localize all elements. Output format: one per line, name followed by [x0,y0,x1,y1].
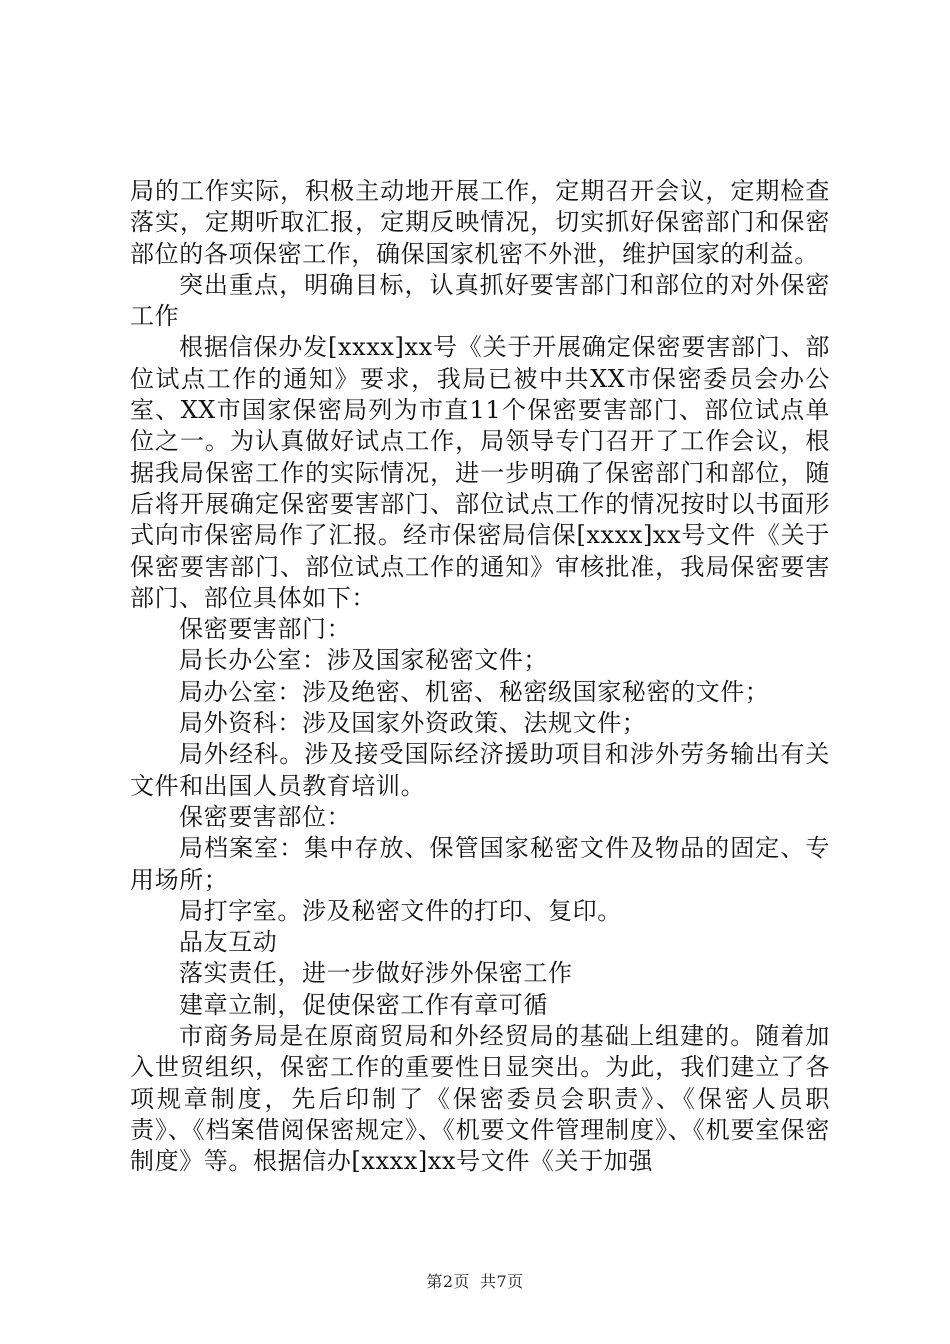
list-heading: 保密要害部位： [179,802,352,831]
section-heading: 突出重点，明确目标，认真抓好要害部门和部位的对外保密工作 [130,270,830,331]
list-item: 局打字室。涉及秘密文件的打印、复印。 [179,896,622,925]
page-number: 第2页 [426,1272,470,1291]
section-heading: 落实责任，进一步做好涉外保密工作 [179,959,573,988]
list-heading: 保密要害部门： [179,615,352,644]
list-item: 局长办公室：涉及国家秘密文件； [179,646,548,675]
paragraph: 局的工作实际，积极主动地开展工作，定期召开会议，定期检查落实，定期听取汇报，定期反映情况，切实抓好保密部门和保密部位的各项保密工作，确保国家机密不外泄，维护国家的利益。 [130,177,830,268]
list-item: 局办公室：涉及绝密、机密、秘密级国家秘密的文件； [179,677,770,706]
paragraph: 品友互动 [179,928,278,957]
document-body [130,176,830,1178]
list-item: 局外资科：涉及国家外资政策、法规文件； [179,709,647,738]
page-footer [0,1272,950,1292]
page-total: 共7页 [480,1272,524,1291]
list-item: 局档案室：集中存放、保管国家秘密文件及物品的固定、专用场所； [130,834,830,894]
section-heading: 建章立制，促使保密工作有章可循 [179,990,548,1019]
list-item: 局外经科。涉及接受国际经济援助项目和涉外劳务输出有关文件和出国人员教育培训。 [130,740,830,800]
paragraph: 市商务局是在原商贸局和外经贸局的基础上组建的。随着加入世贸组织，保密工作的重要性日显突出。为此，我们建立了各项规章制度，先后印制了《保密委员会职责》、《保密人员职责》、《档案借阅保密规定》、《机要文件管理制度》、《机要室保密制度》等。根据信办[xxxx]xx号文件《关于加强 [130,1022,830,1176]
paragraph: 根据信保办发[xxxx]xx号《关于开展确定保密要害部门、部位试点工作的通知》要求，我局已被中共XX市保密委员会办公室、XX市国家保密局列为市直11个保密要害部门、部位试点单位之一。为认真做好试点工作，局领导专门召开了工作会议，根据我局保密工作的实际情况，进一步明确了保密部门和部位，随后将开展确定保密要害部门、部位试点工作的情况按时以书面形式向市保密局作了汇报。经市保密局信保[xxxx]xx号文件《关于保密要害部门、部位试点工作的通知》审核批准，我局保密要害部门、部位具体如下： [130,333,830,612]
